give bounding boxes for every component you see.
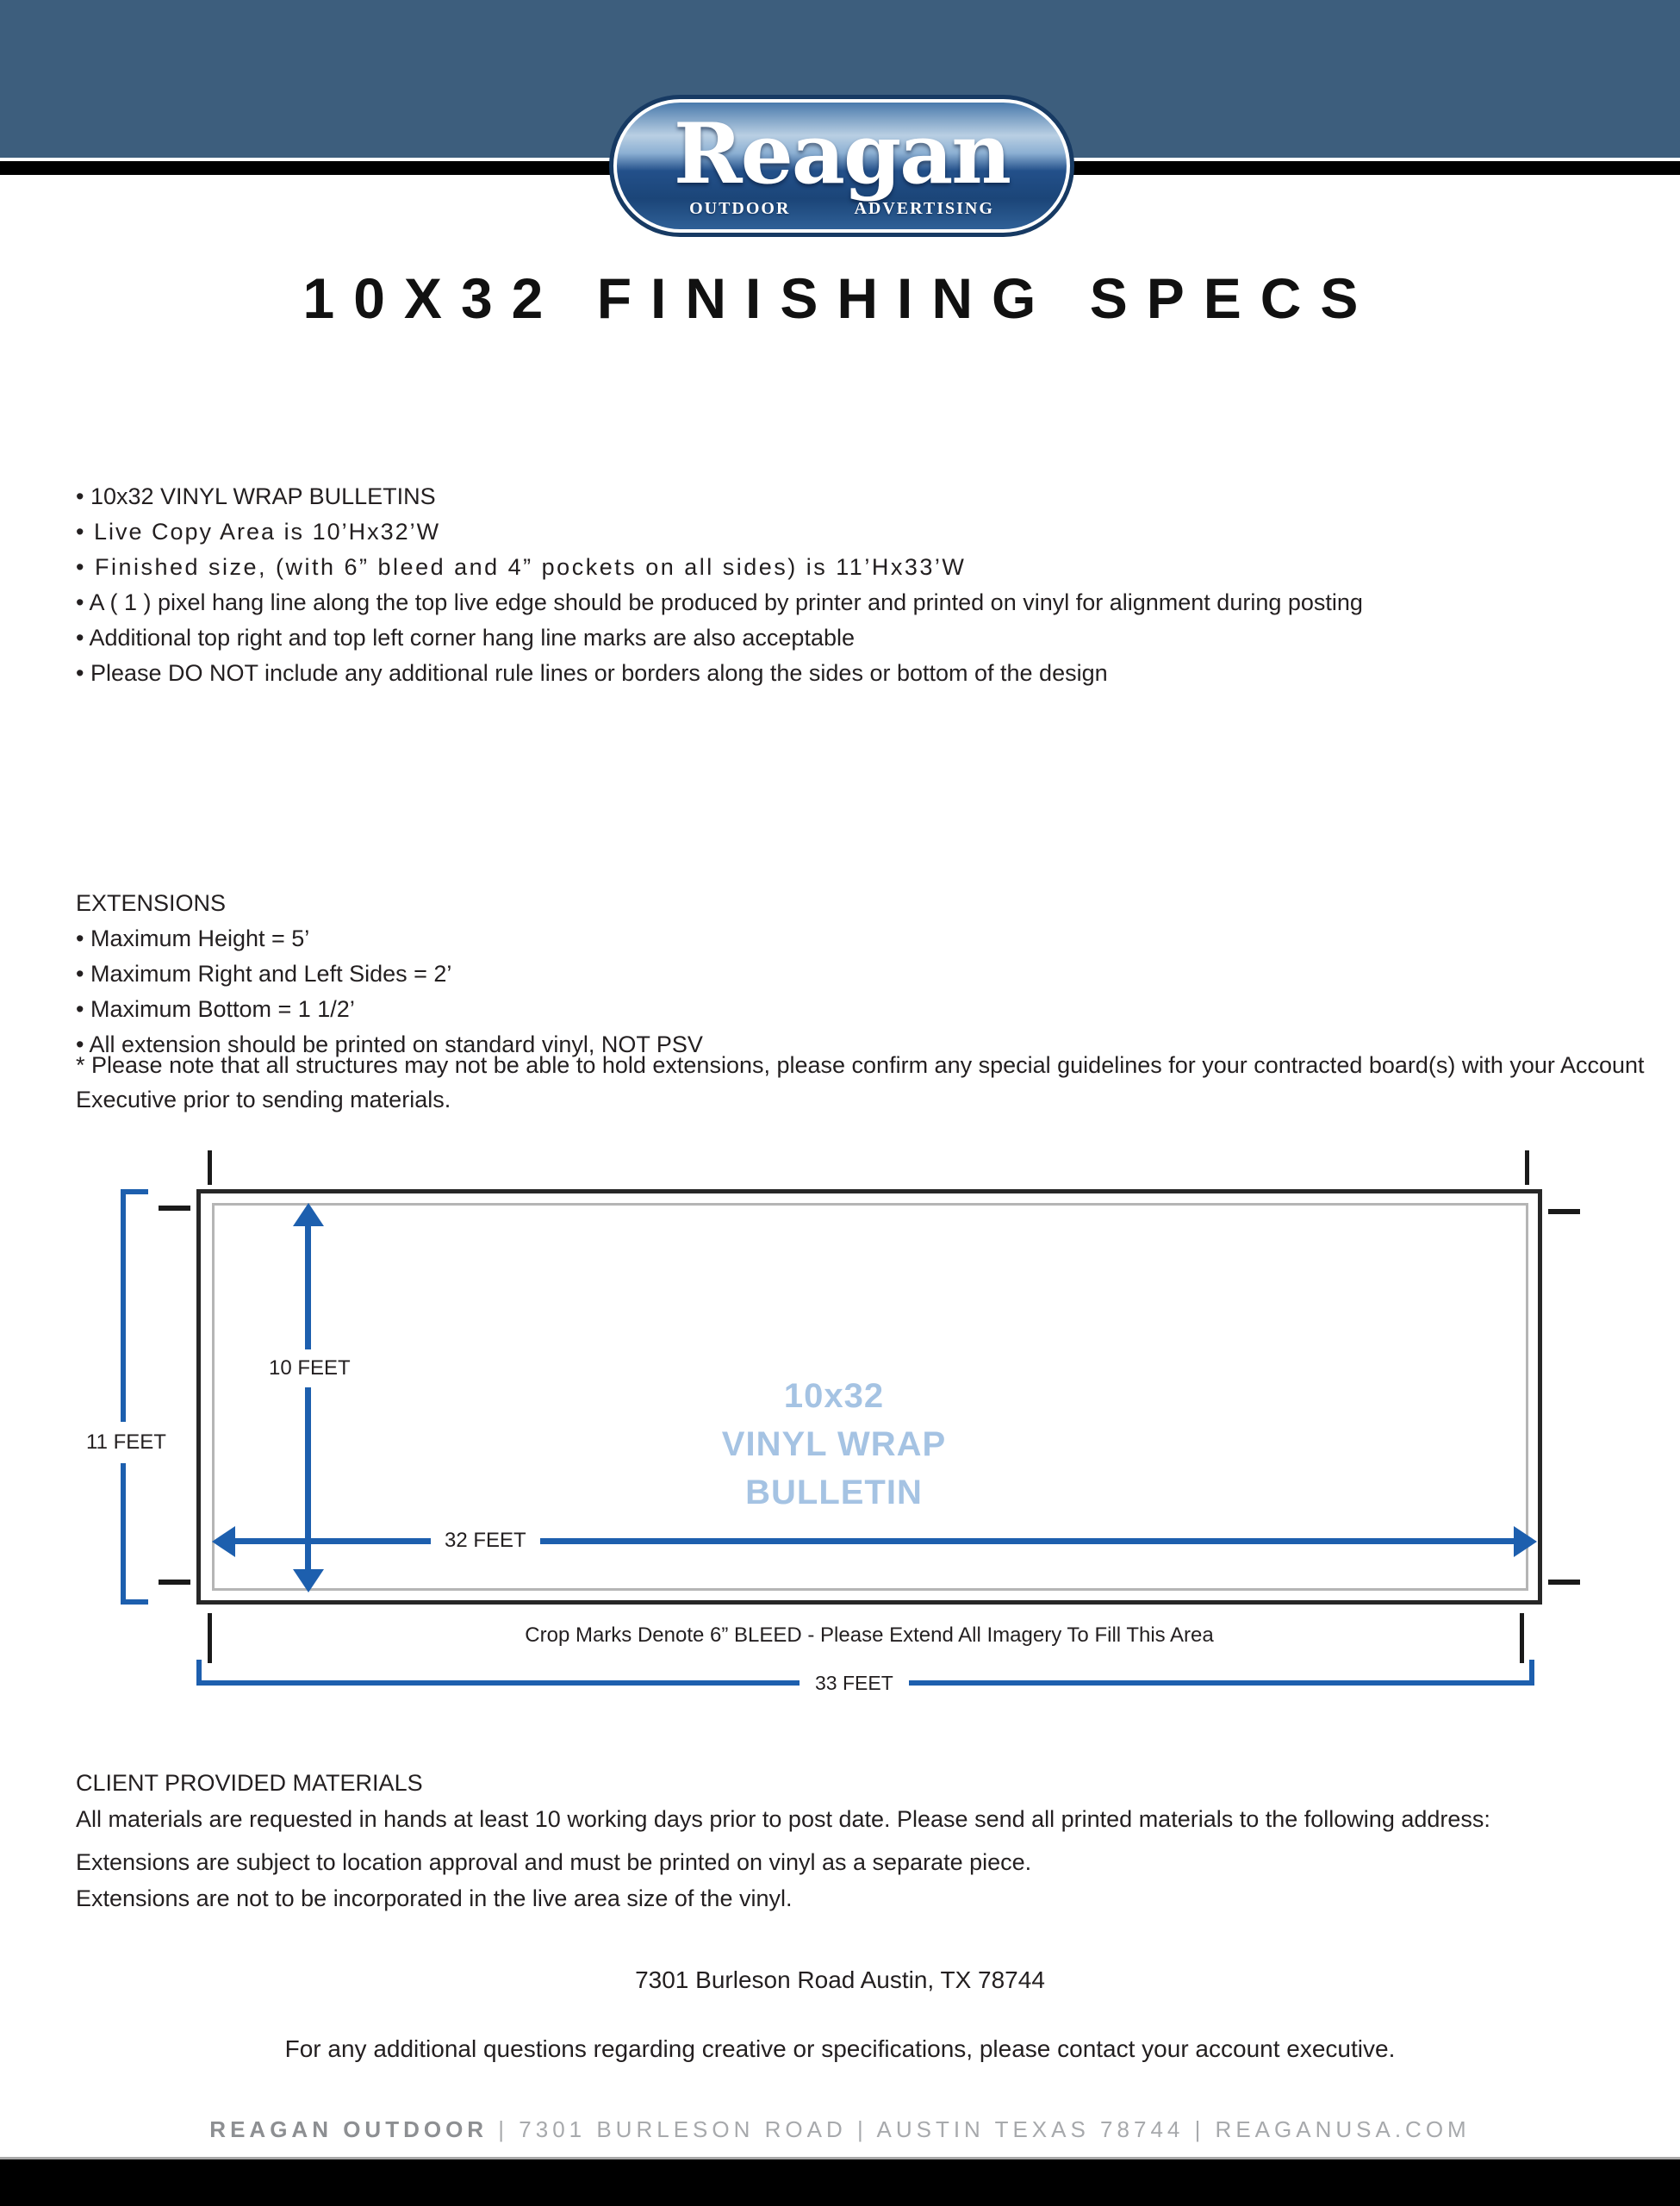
extension-bullet: • Maximum Height = 5’ <box>76 925 310 951</box>
diagram-caption: Crop Marks Denote 6” BLEED - Please Extend All Imagery To Fill This Area <box>525 1623 1214 1647</box>
logo-wordmark: Reagan <box>673 105 1011 203</box>
bulletin-type-line: VINYL WRAP <box>721 1425 947 1463</box>
bulletin-size-line: 10x32 <box>783 1377 885 1415</box>
logo-subtitle-outdoor: OUTDOOR <box>689 199 791 218</box>
logo-subtitle-advertising: ADVERTISING <box>854 199 994 218</box>
spec-bullet: • A ( 1 ) pixel hang line along the top live edge should be produced by printer and printed on vinyl for alignment during posting <box>76 589 1363 615</box>
total-height-bracket-cap-top <box>121 1189 148 1194</box>
extension-bullet: • Maximum Right and Left Sides = 2’ <box>76 961 452 987</box>
arrow-left-head-icon <box>212 1526 235 1557</box>
total-width-bracket-cap-left <box>196 1660 202 1686</box>
extension-bullet: • Maximum Bottom = 1 1/2’ <box>76 996 355 1022</box>
bleed-tick-right-top <box>1548 1209 1580 1214</box>
reagan-logo-badge <box>613 99 1070 233</box>
live-width-label: 32 FEET <box>431 1525 540 1556</box>
footer-contact-line <box>0 2116 1680 2143</box>
extensions-note: * Please note that all structures may not be able to hold extensions, please confirm any special guidelines for your contracted board(s) with your Account Executive prior to sending materials. <box>76 1052 1645 1112</box>
bleed-tick-right-bottom <box>1548 1580 1580 1585</box>
extension-bullet: • All extension should be printed on standard vinyl, NOT PSV <box>76 1031 703 1057</box>
bleed-tick-left-bottom <box>159 1580 190 1585</box>
specs-bullet-list <box>76 479 1652 691</box>
client-materials-line: Extensions are not to be incorporated in the live area size of the vinyl. <box>76 1885 793 1911</box>
bleed-tick-left-top <box>159 1206 190 1211</box>
live-height-label: 10 FEET <box>264 1349 356 1387</box>
crop-mark-bottom-right <box>1520 1613 1524 1663</box>
arrow-down-head-icon <box>293 1569 324 1592</box>
footer-brand: REAGAN OUTDOOR <box>209 2116 488 2142</box>
extensions-section <box>76 886 1652 1062</box>
bulletin-center-text <box>603 1372 1065 1517</box>
spec-bullet: • Additional top right and top left corner hang line marks are also acceptable <box>76 625 855 651</box>
footer-info: | 7301 BURLESON ROAD | AUSTIN TEXAS 78744 | REAGANUSA.COM <box>488 2116 1471 2142</box>
live-width-arrow <box>233 1538 1515 1544</box>
page-title: 10X32 FINISHING SPECS <box>302 266 1378 330</box>
crop-mark-bottom-left <box>208 1613 212 1663</box>
bulletin-name-line: BULLETIN <box>745 1474 923 1511</box>
client-materials-heading: CLIENT PROVIDED MATERIALS <box>76 1770 423 1796</box>
crop-mark-top-left <box>208 1150 212 1185</box>
live-height-arrow <box>305 1217 311 1580</box>
arrow-up-head-icon <box>293 1203 324 1226</box>
spec-bullet: • Live Copy Area is 10’Hx32’W <box>76 519 441 545</box>
client-materials-line: Extensions are subject to location approval and must be printed on vinyl as a separate piece. <box>76 1849 1032 1875</box>
logo-subtitle-row <box>617 199 1067 219</box>
crop-mark-top-right <box>1525 1150 1529 1185</box>
total-height-label: 11 FEET <box>79 1422 173 1463</box>
footer-bar <box>0 2157 1680 2206</box>
reagan-logo <box>609 95 1074 237</box>
closing-note: For any additional questions regarding creative or specifications, please contact your account executive. <box>284 2035 1396 2062</box>
spec-bullet: • Please DO NOT include any additional rule lines or borders along the sides or bottom of the design <box>76 660 1108 686</box>
total-width-bracket-cap-right <box>1529 1660 1534 1686</box>
spec-bullet: • Finished size, (with 6” bleed and 4” pockets on all sides) is 11’Hx33’W <box>76 554 967 580</box>
client-materials-line: All materials are requested in hands at least 10 working days prior to post date. Please send all printed materials to the following address: <box>76 1806 1490 1832</box>
arrow-right-head-icon <box>1514 1526 1537 1557</box>
total-width-label: 33 FEET <box>800 1668 909 1698</box>
mailing-address: 7301 Burleson Road Austin, TX 78744 <box>635 1966 1045 1993</box>
spec-bullet: • 10x32 VINYL WRAP BULLETINS <box>76 483 436 509</box>
extensions-heading: EXTENSIONS <box>76 890 227 916</box>
total-height-bracket <box>121 1189 126 1605</box>
total-height-bracket-cap-bottom <box>121 1599 148 1605</box>
